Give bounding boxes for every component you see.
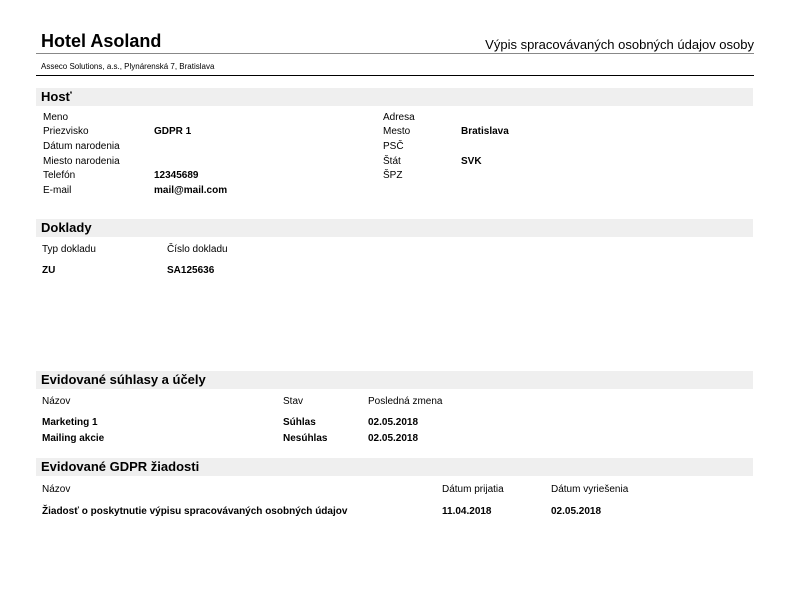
column-header-resolved-date: Dátum vyriešenia (551, 484, 629, 495)
consent-state-cell: Súhlas (283, 417, 316, 428)
section-title-gdpr-requests: Evidované GDPR žiadosti (41, 459, 200, 474)
request-name-cell: Žiadosť o poskytnutie výpisu spracovávaných osobných údajov (42, 506, 348, 517)
section-title-consents: Evidované súhlasy a účely (41, 372, 206, 387)
consent-name-cell: Marketing 1 (42, 417, 98, 428)
consent-change-cell: 02.05.2018 (368, 433, 419, 444)
column-header-consent-name: Názov (42, 396, 71, 407)
hotel-name: Hotel Asoland (41, 31, 162, 51)
label-postal-code: PSČ (383, 141, 404, 152)
label-email: E-mail (43, 185, 72, 196)
section-header-guest (36, 88, 753, 106)
label-city: Mesto (383, 126, 411, 137)
request-resolved-cell: 02.05.2018 (551, 506, 602, 517)
label-birth-place: Miesto narodenia (43, 156, 120, 167)
document-title: Výpis spracovávaných osobných údajov osoby (485, 37, 754, 52)
section-title-guest: Hosť (41, 89, 72, 104)
section-title-documents: Doklady (41, 220, 92, 235)
column-header-doc-number: Číslo dokladu (167, 244, 228, 255)
column-header-doc-type: Typ dokladu (42, 244, 96, 255)
consent-name-cell: Mailing akcie (42, 433, 105, 444)
column-header-consent-state: Stav (283, 396, 304, 407)
header-bottom-divider (36, 75, 754, 76)
doc-type-cell: ZU (42, 265, 56, 276)
label-license-plate: ŠPZ (383, 170, 403, 181)
column-header-last-change: Posledná zmena (368, 396, 443, 407)
value-email: mail@mail.com (154, 185, 228, 196)
label-surname: Priezvisko (43, 126, 89, 137)
header-divider (36, 53, 754, 54)
section-header-documents (36, 219, 753, 237)
company-address: Asseco Solutions, a.s., Plynárenská 7, Bratislava (41, 62, 215, 71)
consent-state-cell: Nesúhlas (283, 433, 328, 444)
section-header-gdpr-requests (36, 458, 753, 476)
doc-number-cell: SA125636 (167, 265, 215, 276)
label-phone: Telefón (43, 170, 76, 181)
label-first-name: Meno (43, 112, 69, 123)
request-received-cell: 11.04.2018 (442, 506, 492, 517)
value-surname: GDPR 1 (154, 126, 192, 137)
section-header-consents (36, 371, 753, 389)
column-header-request-name: Názov (42, 484, 71, 495)
label-country: Štát (383, 156, 401, 167)
column-header-received-date: Dátum prijatia (442, 484, 504, 495)
consent-change-cell: 02.05.2018 (368, 417, 419, 428)
value-city: Bratislava (461, 126, 509, 137)
label-address: Adresa (383, 112, 415, 123)
label-birth-date: Dátum narodenia (43, 141, 120, 152)
value-country: SVK (461, 156, 482, 167)
value-phone: 12345689 (154, 170, 199, 181)
